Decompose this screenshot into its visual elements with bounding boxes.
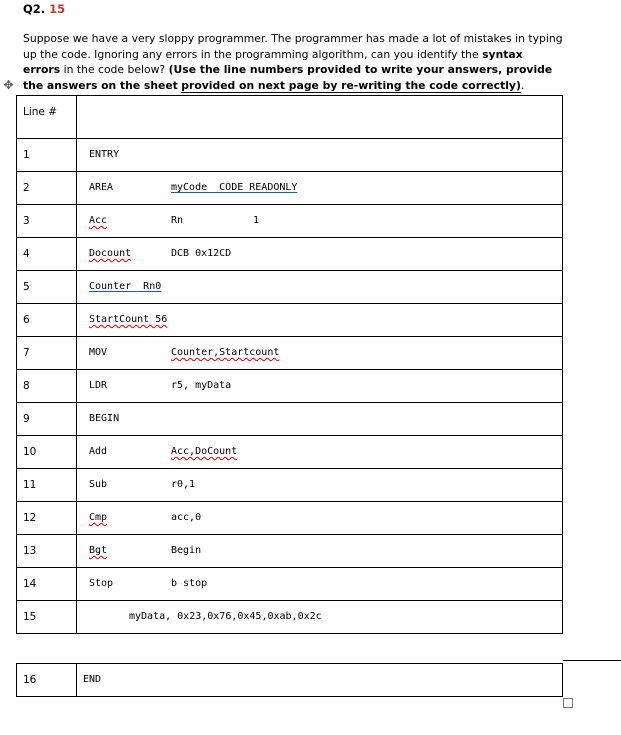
operands: b stop bbox=[171, 578, 208, 589]
mnemonic: END bbox=[83, 674, 102, 685]
table-resize-handle-icon[interactable] bbox=[563, 698, 573, 708]
table-row bbox=[17, 370, 563, 403]
mnemonic: Acc bbox=[89, 215, 108, 226]
table-row bbox=[17, 172, 563, 205]
code-header-cell bbox=[77, 96, 563, 139]
operands: acc,0 bbox=[171, 512, 202, 523]
mnemonic: AREA bbox=[89, 182, 114, 193]
question-number: 15 bbox=[49, 2, 66, 16]
operands: Acc,DoCount bbox=[171, 446, 238, 457]
mnemonic: Cmp bbox=[89, 512, 108, 523]
line-number: 7 bbox=[17, 337, 77, 370]
table-row bbox=[17, 139, 563, 172]
table-row bbox=[17, 469, 563, 502]
question-instructions bbox=[23, 31, 563, 93]
line-number: 13 bbox=[17, 535, 77, 568]
line-number-header: Line # bbox=[17, 96, 77, 139]
table-header-row bbox=[17, 96, 563, 139]
line-number: 11 bbox=[17, 469, 77, 502]
mnemonic: Docount bbox=[89, 248, 132, 259]
mnemonic: LDR bbox=[89, 380, 108, 391]
table-row bbox=[17, 535, 563, 568]
mnemonic: Counter Rn0 bbox=[89, 281, 162, 292]
table-row bbox=[17, 337, 563, 370]
operands: Rn bbox=[171, 215, 184, 226]
line-number: 15 bbox=[17, 601, 77, 634]
line-number: 10 bbox=[17, 436, 77, 469]
question-title bbox=[23, 2, 65, 16]
operands: r0,1 bbox=[171, 479, 196, 490]
operands: myData, 0x23,0x76,0x45,0xab,0x2c bbox=[129, 611, 322, 622]
mnemonic: Stop bbox=[89, 578, 114, 589]
operands: Counter,Startcount bbox=[171, 347, 280, 358]
table-row bbox=[17, 304, 563, 337]
line-number: 4 bbox=[17, 238, 77, 271]
intro-bold-2b: provided on next page by re-writing the code correctly) bbox=[181, 78, 521, 92]
mnemonic: Sub bbox=[89, 479, 108, 490]
operand-value: 1 bbox=[253, 215, 260, 226]
mnemonic: BEGIN bbox=[89, 413, 120, 424]
mnemonic: Add bbox=[89, 446, 108, 457]
mnemonic: ENTRY bbox=[89, 149, 120, 160]
table-row bbox=[17, 568, 563, 601]
question-label: Q2. bbox=[23, 2, 46, 16]
page-break-line bbox=[563, 660, 621, 661]
table-row bbox=[17, 601, 563, 634]
line-number: 3 bbox=[17, 205, 77, 238]
table-row bbox=[17, 271, 563, 304]
operands: Begin bbox=[171, 545, 202, 556]
table-row bbox=[17, 238, 563, 271]
line-number: 2 bbox=[17, 172, 77, 205]
operands: r5, myData bbox=[171, 380, 232, 391]
line-number: 16 bbox=[17, 664, 77, 697]
intro-text-2: in the code below? bbox=[60, 63, 169, 76]
line-number: 6 bbox=[17, 304, 77, 337]
table-row bbox=[17, 403, 563, 436]
line-number: 12 bbox=[17, 502, 77, 535]
intro-bold-1: syntax errors bbox=[23, 47, 523, 76]
table-row bbox=[17, 502, 563, 535]
intro-end: . bbox=[520, 78, 525, 92]
mnemonic: Bgt bbox=[89, 545, 108, 556]
line-number: 8 bbox=[17, 370, 77, 403]
line-number: 1 bbox=[17, 139, 77, 172]
operands: myCode CODE READONLY bbox=[171, 182, 298, 193]
intro-bold-2a: (Use the line numbers provided to write your answers, provide the answers on the sheet bbox=[23, 63, 553, 92]
mnemonic: StartCount 56 bbox=[89, 314, 168, 325]
table-row bbox=[17, 205, 563, 238]
line-number: 5 bbox=[17, 271, 77, 304]
code-table-continued bbox=[16, 663, 563, 697]
code-table bbox=[16, 95, 563, 634]
move-handle-icon[interactable]: ✥ bbox=[3, 78, 14, 92]
operands: DCB 0x12CD bbox=[171, 248, 232, 259]
intro-text-1: Suppose we have a very sloppy programmer. The programmer has made a lot of mistakes in typing up the code. Ignoring any errors in the programming algorithm, can you identify the bbox=[23, 32, 563, 61]
table-row bbox=[17, 436, 563, 469]
line-number: 14 bbox=[17, 568, 77, 601]
line-number: 9 bbox=[17, 403, 77, 436]
table-row bbox=[17, 664, 563, 697]
mnemonic: MOV bbox=[89, 347, 108, 358]
